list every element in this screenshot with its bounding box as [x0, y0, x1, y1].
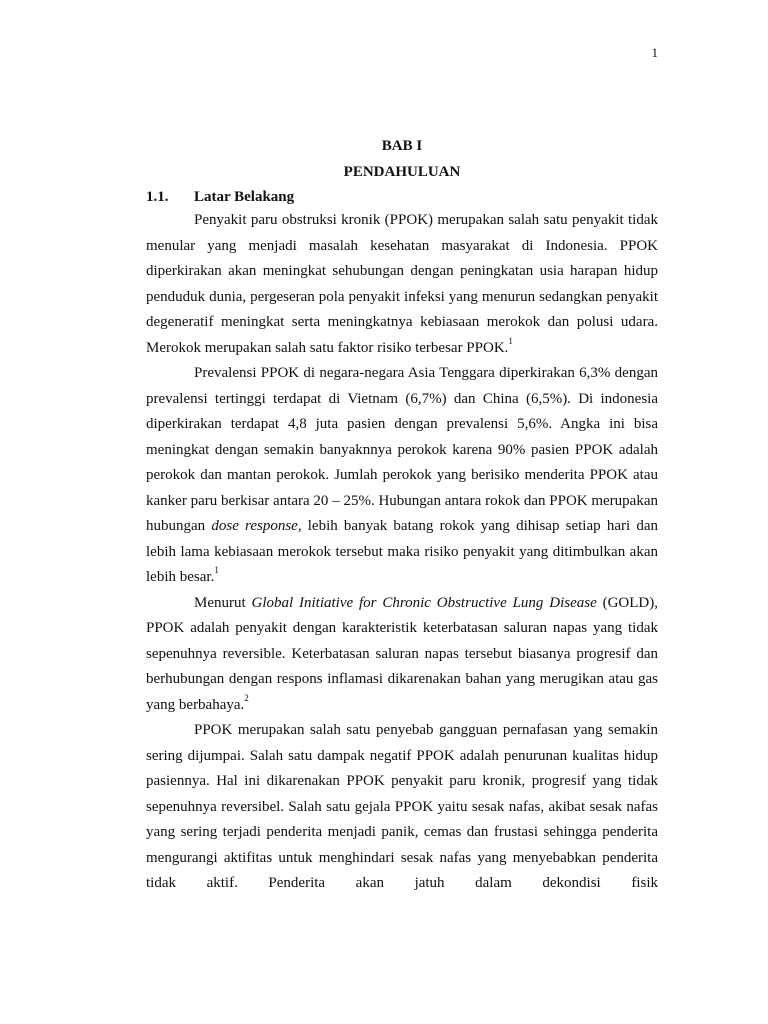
- italic-term: dose response: [211, 518, 298, 534]
- italic-term: Global Initiative for Chronic Obstructive Lung Disease: [251, 594, 597, 611]
- paragraph-text: Penyakit paru obstruksi kronik (PPOK) merupakan salah satu penyakit tidak menular yang menjadi masalah kesehatan masyarakat di Indonesia. PPOK diperkirakan akan meningkat sehubungan dengan peningkatan usia harapan hidup penduduk dunia, pergeseran pola penyakit infeksi yang menurun sedangkan penyakit degeneratif meningkat serta meningkatnya kebiasaan merokok dan polusi udara. Merokok merupakan salah satu faktor risiko terbesar PPOK.: [146, 212, 658, 356]
- chapter-title: PENDAHULUAN: [343, 164, 461, 180]
- paragraph-text: PPOK merupakan salah satu penyebab gangguan pernafasan yang semakin sering dijumpai. Salah satu dampak negatif PPOK adalah penurunan kualitas hidup pasiennya. Hal ini dikarenakan PPOK penyakit paru kronik, progresif yang tidak sepenuhnya reversibel. Salah satu gejala PPOK yaitu sesak nafas, akibat sesak nafas yang sering terjadi penderita menjadi panik, cemas dan frustasi sehingga penderita mengurangi aktifitas untuk menghindari sesak nafas yang menyebabkan penderita tidak aktif. Penderita akan jatuh dalam dekondisi fisik: [146, 722, 658, 891]
- page-number: 1: [651, 45, 658, 60]
- paragraph-text: , lebih banyak batang rokok yang dihisap setiap hari dan lebih lama kebiasaan merokok tersebut maka risiko penyakit yang ditimbulkan akan lebih besar.: [146, 518, 658, 585]
- section-number: 1.1.: [146, 189, 169, 205]
- section-heading: [146, 189, 294, 206]
- paragraph: [146, 361, 658, 591]
- paragraph-text: Prevalensi PPOK di negara-negara Asia Tenggara diperkirakan 6,3% dengan prevalensi tertinggi terdapat di Vietnam (6,7%) dan China (6,5%). Di indonesia diperkirakan terdapat 4,8 juta pasien dengan prevalensi 5,6%. Angka ini bisa meningkat dengan semakin banyaknnya perokok karena 90% pasien PPOK adalah perokok dan mantan perokok. Jumlah perokok yang berisiko menderita PPOK atau kanker paru berkisar antara 20 – 25%. Hubungan antara rokok dan PPOK merupakan hubungan: [146, 365, 658, 534]
- section-title: Latar Belakang: [194, 189, 295, 205]
- footnote-ref: 2: [244, 692, 249, 703]
- paragraph-text: Menurut: [194, 594, 252, 611]
- footnote-ref: 1: [214, 565, 219, 575]
- paragraph-text: (GOLD), PPOK adalah penyakit dengan karakteristik keterbatasan saluran napas yang tidak sepenuhnya reversible. Keterbatasan saluran napas tersebut biasanya progresif dan berhubungan dengan respons inflamasi dikarenakan bahan yang merugikan atau gas yang berbahaya.: [146, 594, 658, 713]
- footnote-ref: 1: [508, 335, 513, 346]
- body-text: [146, 208, 658, 897]
- paragraph: [146, 591, 658, 719]
- paragraph: [146, 208, 658, 361]
- paragraph: [146, 718, 658, 897]
- chapter-number: BAB I: [381, 138, 423, 154]
